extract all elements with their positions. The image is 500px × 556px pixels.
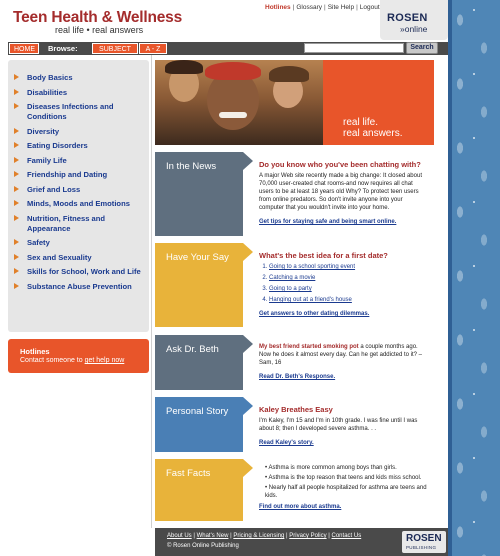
hotlines-link[interactable]: Hotlines	[265, 4, 291, 11]
sidebar-item-family-life[interactable]	[14, 156, 149, 166]
beth-response-link[interactable]: Read Dr. Beth's Response.	[259, 374, 336, 380]
news-title: Do you know who you've been chatting with?	[259, 160, 421, 169]
facts-list	[259, 464, 429, 500]
sidebar-item-eating-disorders[interactable]	[14, 141, 149, 151]
decorative-side-panel	[448, 0, 500, 556]
nav-az-button[interactable]: A - Z	[139, 43, 167, 54]
sidebar-item-label: Disabilities	[27, 87, 68, 97]
arrow-right-icon	[14, 268, 19, 274]
arrow-right-icon	[14, 186, 19, 192]
sidebar-item-label: Minds, Moods and Emotions	[27, 199, 130, 208]
ask-dr-beth-section	[155, 335, 434, 390]
sidebar-item-label: Diseases Infections and Conditions	[27, 102, 114, 121]
footer-link-whats-new[interactable]: What's New	[196, 533, 229, 539]
sidebar-item-safety[interactable]	[14, 238, 149, 248]
arrow-right-icon	[14, 200, 19, 206]
section-label: Personal Story	[166, 406, 229, 417]
beth-question-bold: My best friend started smoking pot	[259, 344, 359, 350]
hotlines-box	[8, 339, 149, 373]
arrow-right-icon	[14, 215, 19, 221]
footer-link-about[interactable]: About Us	[167, 533, 192, 539]
logo-text: ROSEN	[406, 533, 442, 544]
fact-item: • Asthma is more common among boys than girls.	[265, 464, 429, 472]
section-pointer	[243, 243, 253, 261]
teens-photo	[155, 60, 323, 145]
site-tagline: real life • real answers	[55, 25, 144, 35]
section-label-panel	[155, 459, 243, 521]
separator: |	[356, 4, 358, 11]
section-label-panel	[155, 397, 243, 452]
poll-question: What's the best idea for a first date?	[259, 251, 388, 260]
section-label: Ask Dr. Beth	[166, 344, 219, 355]
footer-links: About Us | What's New | Pricing & Licensing | Privacy Policy | Contact Us	[167, 533, 362, 539]
logout-link[interactable]: Logout	[359, 4, 380, 11]
section-pointer	[243, 152, 253, 170]
in-the-news-section	[155, 152, 434, 236]
news-body: A major Web site recently made a big change: It closed about 70,000 user-created chat rooms-and now requires all chat users to be at least 18 years old Why? To protect teen users from online predators. So don't invite anyone into your computer that you wouldn't invite into your home.	[259, 173, 422, 211]
poll-option[interactable]: 3. Going to a party	[269, 285, 429, 293]
poll-option[interactable]: 2. Catching a movie	[269, 274, 429, 282]
personal-story-section	[155, 397, 434, 452]
sidebar-item-substance[interactable]	[14, 282, 149, 292]
sidebar-item-diseases[interactable]	[14, 102, 149, 122]
separator: |	[292, 4, 295, 11]
nav-browse-label: Browse:	[48, 44, 78, 53]
section-content	[259, 464, 429, 511]
teen-hair-right	[269, 66, 309, 82]
asthma-more-link[interactable]: Find out more about asthma.	[259, 504, 342, 510]
sidebar-item-label: Eating Disorders	[27, 141, 88, 150]
side-panel-bar	[448, 0, 452, 556]
rosen-publishing-logo[interactable]	[402, 531, 446, 553]
section-content	[259, 251, 429, 318]
logo-subtext: PUBLISHING	[406, 545, 437, 550]
fact-item: • Asthma is the top reason that teens and kids miss school.	[265, 474, 429, 482]
footer-link-privacy[interactable]: Privacy Policy	[289, 533, 327, 539]
hotlines-title: Hotlines	[20, 347, 50, 356]
story-body: I'm Kaley, I'm 15 and I'm in 10th grade. I was fine until I was about 8; then I developed severe asthma. . .	[259, 418, 418, 432]
hotlines-prompt: Contact someone to	[20, 357, 85, 364]
sidebar-item-minds[interactable]	[14, 199, 149, 209]
arrow-right-icon	[14, 89, 19, 95]
sidebar-item-label: Substance Abuse Prevention	[27, 281, 132, 291]
topic-sidebar	[8, 60, 149, 332]
arrow-right-icon	[14, 103, 19, 109]
poll-option[interactable]: 1. Going to a school sporting event	[269, 263, 429, 271]
glossary-link[interactable]: Glossary	[296, 4, 323, 11]
sidebar-item-nutrition[interactable]	[14, 214, 149, 234]
navigation-bar	[8, 42, 448, 55]
section-label: Have Your Say	[166, 252, 229, 263]
sidebar-item-label: Body Basics	[27, 73, 73, 82]
fact-item: • Nearly half all people hospitalized for asthma are teens and kids.	[265, 484, 429, 500]
section-pointer	[243, 459, 253, 477]
sidebar-item-label: Friendship and Dating	[27, 170, 108, 179]
beth-question-body: a couple months ago. Now he does it almost every day. Can he get addicted to it? –Sam, 16	[259, 344, 422, 366]
copyright: © Rosen Online Publishing	[167, 543, 239, 549]
section-content	[259, 160, 429, 226]
have-your-say-section	[155, 243, 434, 327]
poll-options	[259, 263, 429, 304]
poll-option[interactable]: 4. Hanging out at a friend's house	[269, 296, 429, 304]
teen-smile	[219, 112, 247, 118]
sidebar-item-friendship[interactable]	[14, 170, 149, 180]
teen-headband	[205, 62, 261, 80]
arrow-right-icon	[14, 254, 19, 260]
dating-more-link[interactable]: Get answers to other dating dilemmas.	[259, 311, 370, 317]
header	[0, 0, 448, 42]
arrow-right-icon	[14, 74, 19, 80]
sidebar-item-label: Diversity	[27, 126, 60, 136]
logo-text: ROSEN	[387, 12, 428, 24]
search-input[interactable]	[304, 43, 404, 53]
get-help-link[interactable]: get help now	[84, 357, 125, 364]
arrow-right-icon	[14, 142, 19, 148]
hotlines-text	[20, 357, 124, 364]
sidebar-item-label: Nutrition, Fitness and Appearance	[27, 213, 106, 233]
sidebar-item-skills[interactable]	[14, 267, 149, 277]
hero-line-1: real life.	[343, 117, 379, 128]
sidebar-item-label: Safety	[27, 238, 50, 247]
site-help-link[interactable]: Site Help	[327, 4, 355, 11]
beth-question	[259, 343, 429, 367]
section-label: Fast Facts	[166, 468, 211, 479]
hero-line-2: real answers.	[343, 128, 403, 139]
section-label-panel	[155, 152, 243, 236]
section-label-panel	[155, 335, 243, 390]
nav-home-button[interactable]: HOME	[9, 43, 39, 54]
section-content	[259, 343, 429, 381]
sidebar-item-label: Grief and Loss	[27, 184, 81, 194]
site-title[interactable]: Teen Health & Wellness	[13, 9, 183, 26]
sidebar-item-disabilities[interactable]	[14, 88, 149, 98]
arrow-right-icon	[14, 283, 19, 289]
story-title: Kaley Breathes Easy	[259, 405, 333, 414]
sidebar-item-sex[interactable]	[14, 253, 149, 263]
nav-subject-button[interactable]: SUBJECT	[92, 43, 138, 54]
footer	[155, 528, 448, 556]
teen-hair	[165, 60, 203, 74]
search-button[interactable]: Search	[406, 42, 438, 54]
section-label-panel	[155, 243, 243, 327]
arrow-right-icon	[14, 128, 19, 134]
arrow-right-icon	[14, 171, 19, 177]
sidebar-item-diversity[interactable]	[14, 127, 149, 137]
hero-banner	[155, 60, 434, 145]
footer-link-pricing[interactable]: Pricing & Licensing	[233, 533, 285, 539]
fast-facts-section	[155, 459, 434, 521]
section-label: In the News	[166, 161, 217, 172]
utility-links	[265, 4, 380, 11]
hero-tagline	[343, 117, 402, 139]
sidebar-item-body-basics[interactable]	[14, 73, 149, 83]
sidebar-item-label: Family Life	[27, 155, 67, 165]
news-more-link[interactable]: Get tips for staying safe and being smart online.	[259, 219, 397, 225]
section-pointer	[243, 335, 253, 353]
sidebar-item-grief[interactable]	[14, 185, 149, 195]
logo-subtext: »online	[400, 24, 428, 34]
arrow-right-icon	[14, 157, 19, 163]
separator: |	[324, 4, 326, 11]
sidebar-item-label: Skills for School, Work and Life	[27, 267, 141, 276]
section-content	[259, 405, 429, 447]
rosen-online-logo[interactable]	[380, 0, 448, 40]
section-pointer	[243, 397, 253, 415]
story-more-link[interactable]: Read Kaley's story.	[259, 440, 314, 446]
footer-link-contact[interactable]: Contact Us	[331, 533, 362, 539]
arrow-right-icon	[14, 239, 19, 245]
sidebar-item-label: Sex and Sexuality	[27, 252, 92, 262]
